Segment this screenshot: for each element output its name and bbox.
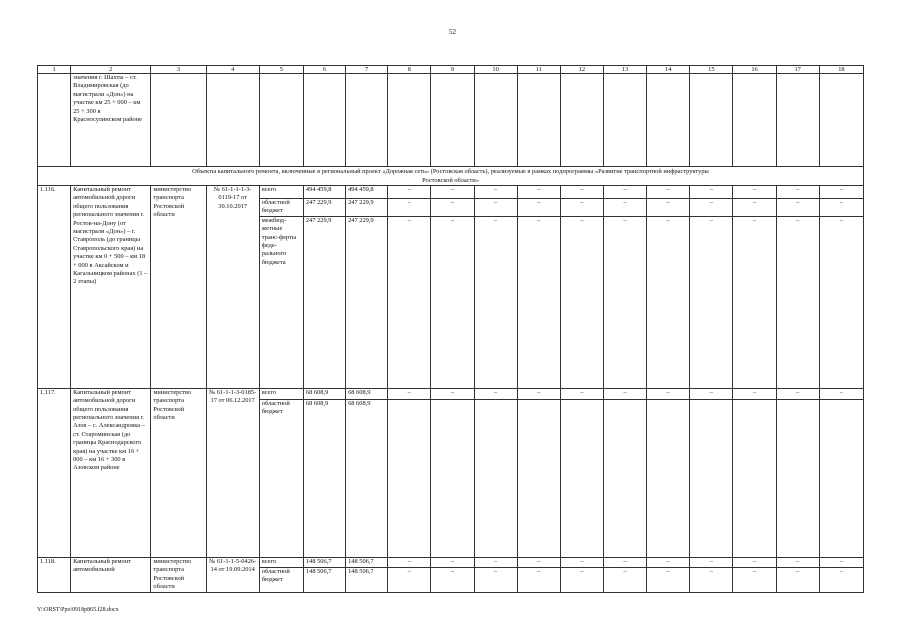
amount-cell: 68 608,9 — [303, 388, 345, 399]
funding-source-cell: областной бюджет — [259, 199, 303, 217]
dash-cell: – — [690, 199, 733, 217]
dash-cell: – — [647, 567, 690, 592]
dash-cell: – — [388, 557, 431, 567]
dash-cell: – — [819, 216, 863, 388]
column-number: 12 — [560, 66, 603, 74]
dash-cell: – — [517, 186, 560, 199]
empty-cell — [776, 74, 819, 167]
table-row — [38, 388, 864, 399]
dash-cell: – — [603, 216, 646, 388]
amount-cell: 68 608,9 — [303, 399, 345, 557]
dash-cell: – — [517, 199, 560, 217]
dash-cell: – — [517, 216, 560, 388]
column-number: 10 — [474, 66, 517, 74]
empty-cell — [303, 74, 345, 167]
amount-cell: 247 229,9 — [346, 199, 388, 217]
empty-cell — [690, 399, 733, 557]
empty-cell — [603, 399, 646, 557]
customer-cell: министерство транспорта Ростовской области — [151, 186, 206, 389]
dash-cell: – — [431, 186, 474, 199]
empty-cell — [647, 74, 690, 167]
empty-cell — [560, 399, 603, 557]
empty-cell — [517, 74, 560, 167]
dash-cell: – — [647, 216, 690, 388]
dash-cell: – — [776, 186, 819, 199]
empty-cell — [647, 399, 690, 557]
dash-cell: – — [560, 186, 603, 199]
dash-cell: – — [431, 199, 474, 217]
empty-cell — [431, 399, 474, 557]
empty-cell — [474, 74, 517, 167]
dash-cell: – — [690, 216, 733, 388]
column-number: 4 — [206, 66, 259, 74]
empty-cell — [517, 399, 560, 557]
dash-cell: – — [776, 388, 819, 399]
column-number: 5 — [259, 66, 303, 74]
column-number: 13 — [603, 66, 646, 74]
object-name-cell: Капитальный ремонт автомобильной дороги общего пользования регионального значения г. Ростов-на-Дону (от магистрали «Дон») – г. Ставрополь (до границы Ставропольского края) на участке км 0 + 500 – км 18 + 000 в Аксайском и Кагальницком районах (1 – 2 этапы) — [71, 186, 151, 389]
dash-cell: – — [733, 557, 776, 567]
dash-cell: – — [560, 199, 603, 217]
empty-cell — [388, 74, 431, 167]
dash-cell: – — [776, 557, 819, 567]
dash-cell: – — [388, 567, 431, 592]
dash-cell: – — [474, 216, 517, 388]
object-name-cell: Капитальный ремонт автомобильной дороги общего пользования регионального значения г. Азов – с. Александровка – ст. Староминская (до границы Краснодарского края) на участке км 16 + 000 – км 16 + 300 в Азовском районе — [71, 388, 151, 557]
dash-cell: – — [474, 388, 517, 399]
file-path-footer: Y:\ORST\Ppo\0918p865.f28.docx — [37, 607, 119, 613]
contract-cell: № 61-1-1-1-3-0119-17 от 30.10.2017 — [206, 186, 259, 389]
empty-cell — [474, 399, 517, 557]
dash-cell: – — [560, 216, 603, 388]
dash-cell: – — [560, 567, 603, 592]
column-number: 14 — [647, 66, 690, 74]
dash-cell: – — [474, 186, 517, 199]
funding-source-cell: областной бюджет — [259, 399, 303, 557]
dash-cell: – — [733, 567, 776, 592]
dash-cell: – — [690, 557, 733, 567]
dash-cell: – — [776, 199, 819, 217]
empty-cell — [819, 74, 863, 167]
dash-cell: – — [431, 567, 474, 592]
row-number: 1.116. — [38, 186, 71, 389]
column-number: 3 — [151, 66, 206, 74]
object-name-cell: значения г. Шахты – ст. Владимировская (до магистрали «Дон») на участке км 25 + 000 – км 25 + 300 в Красносулинском районе — [71, 74, 151, 167]
amount-cell: 247 229,9 — [346, 216, 388, 388]
amount-cell: 247 229,9 — [303, 216, 345, 388]
dash-cell: – — [431, 557, 474, 567]
empty-cell — [819, 399, 863, 557]
column-number: 17 — [776, 66, 819, 74]
funding-source-cell: областной бюджет — [259, 567, 303, 592]
dash-cell: – — [474, 557, 517, 567]
amount-cell: 148 506,7 — [346, 557, 388, 567]
dash-cell: – — [517, 557, 560, 567]
section-header-row — [38, 167, 864, 186]
column-number: 7 — [346, 66, 388, 74]
dash-cell: – — [603, 186, 646, 199]
dash-cell: – — [647, 199, 690, 217]
funding-source-cell: межбюд-жетные транс-ферты феде-рального бюджета — [259, 216, 303, 388]
object-name-cell: Капитальный ремонт автомобильной — [71, 557, 151, 592]
dash-cell: – — [733, 199, 776, 217]
dash-cell: – — [733, 216, 776, 388]
empty-cell — [388, 399, 431, 557]
column-number: 1 — [38, 66, 71, 74]
budget-table — [37, 65, 864, 593]
empty-cell — [346, 74, 388, 167]
amount-cell: 148 506,7 — [346, 567, 388, 592]
dash-cell: – — [388, 216, 431, 388]
dash-cell: – — [388, 388, 431, 399]
dash-cell: – — [560, 557, 603, 567]
row-number: 1.117. — [38, 388, 71, 557]
dash-cell: – — [819, 186, 863, 199]
amount-cell: 494 459,8 — [346, 186, 388, 199]
dash-cell: – — [388, 186, 431, 199]
table-row — [38, 186, 864, 199]
dash-cell: – — [603, 557, 646, 567]
dash-cell: – — [603, 388, 646, 399]
amount-cell: 68 608,9 — [346, 399, 388, 557]
dash-cell: – — [776, 216, 819, 388]
empty-cell — [259, 74, 303, 167]
dash-cell: – — [819, 567, 863, 592]
dash-cell: – — [603, 567, 646, 592]
empty-cell — [431, 74, 474, 167]
amount-cell: 494 459,8 — [303, 186, 345, 199]
contract-cell: № 61-1-1-3-0185-17 от 06.12.2017 — [206, 388, 259, 557]
column-number-row — [38, 66, 864, 74]
funding-source-cell: всего — [259, 388, 303, 399]
dash-cell: – — [819, 199, 863, 217]
dash-cell: – — [647, 557, 690, 567]
table-row — [38, 557, 864, 567]
dash-cell: – — [517, 567, 560, 592]
funding-source-cell: всего — [259, 186, 303, 199]
dash-cell: – — [733, 186, 776, 199]
customer-cell: министерство транспорта Ростовской области — [151, 388, 206, 557]
table-row — [38, 74, 864, 167]
dash-cell: – — [431, 388, 474, 399]
empty-cell — [206, 74, 259, 167]
dash-cell: – — [733, 388, 776, 399]
dash-cell: – — [647, 388, 690, 399]
empty-cell — [560, 74, 603, 167]
dash-cell: – — [776, 567, 819, 592]
empty-cell — [690, 74, 733, 167]
funding-source-cell: всего — [259, 557, 303, 567]
page-number: 52 — [449, 28, 456, 36]
column-number: 15 — [690, 66, 733, 74]
column-number: 8 — [388, 66, 431, 74]
amount-cell: 148 506,7 — [303, 567, 345, 592]
dash-cell: – — [690, 388, 733, 399]
amount-cell: 68 608,9 — [346, 388, 388, 399]
column-number: 11 — [517, 66, 560, 74]
column-number: 18 — [819, 66, 863, 74]
contract-cell: № 61-1-1-5-0426-14 от 19.09.2014 — [206, 557, 259, 592]
customer-cell: министерство транспорта Ростовской области — [151, 557, 206, 592]
amount-cell: 247 229,9 — [303, 199, 345, 217]
empty-cell — [603, 74, 646, 167]
empty-cell — [38, 74, 71, 167]
column-number: 9 — [431, 66, 474, 74]
dash-cell: – — [819, 388, 863, 399]
empty-cell — [733, 74, 776, 167]
column-number: 2 — [71, 66, 151, 74]
amount-cell: 148 506,7 — [303, 557, 345, 567]
column-number: 6 — [303, 66, 345, 74]
dash-cell: – — [474, 567, 517, 592]
dash-cell: – — [431, 216, 474, 388]
empty-cell — [151, 74, 206, 167]
empty-cell — [733, 399, 776, 557]
dash-cell: – — [474, 199, 517, 217]
dash-cell: – — [690, 567, 733, 592]
dash-cell: – — [690, 186, 733, 199]
dash-cell: – — [647, 186, 690, 199]
dash-cell: – — [517, 388, 560, 399]
column-number: 16 — [733, 66, 776, 74]
empty-cell — [776, 399, 819, 557]
dash-cell: – — [388, 199, 431, 217]
row-number: 1.118. — [38, 557, 71, 592]
section-title: Объекты капитального ремонта, включенные в региональный проект «Дорожная сеть» (Ростовская область), реализуемые в рамках подпрограммы «Развитие транспортной инфраструктуры Ростовской области» — [38, 167, 864, 186]
dash-cell: – — [819, 557, 863, 567]
dash-cell: – — [603, 199, 646, 217]
dash-cell: – — [560, 388, 603, 399]
